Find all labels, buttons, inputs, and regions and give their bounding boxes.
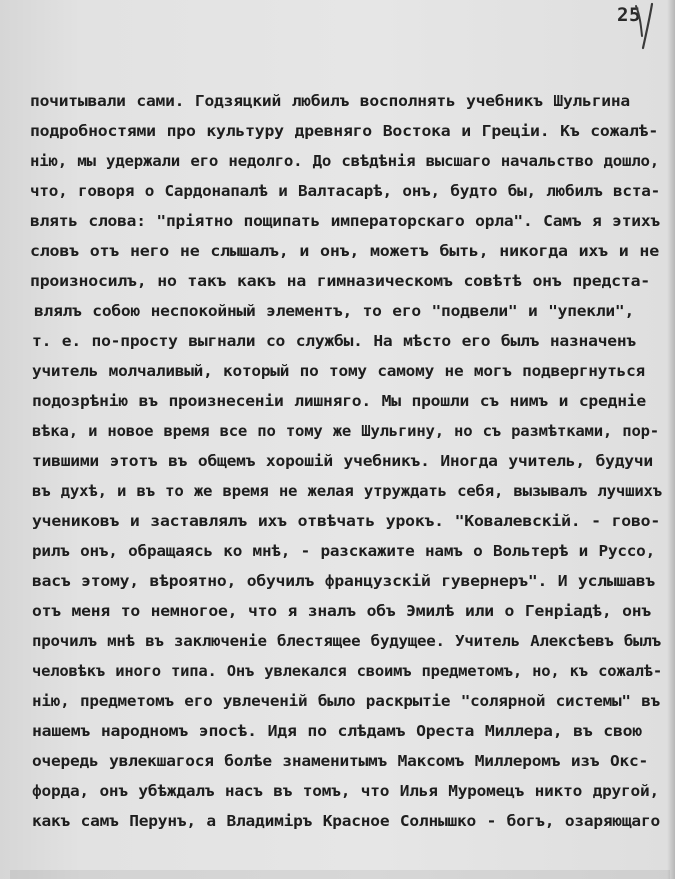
text-line: человѣкъ иного типа. Онъ увлекался своимъ предметомъ, но, къ сожалѣ- (32, 662, 662, 680)
text-line: нію, предметомъ его увлеченій было раскрытіе "солярной системы" въ (32, 692, 660, 710)
text-line: нію, мы удержали его недолго. До свѣдѣнія высшаго начальство дошло, (30, 152, 659, 170)
text-line: очередь увлекшагося болѣе знаменитымъ Максомъ Миллеромъ изъ Окс- (32, 752, 648, 770)
text-line: какъ самъ Перунъ, а Владиміръ Красное Солнышко - богъ, озаряющаго (32, 812, 660, 830)
text-line: подозрѣнію въ произнесеніи лишняго. Мы прошли съ нимъ и средніе (32, 392, 646, 410)
text-line: отъ меня то немногое, что я зналъ объ Эмилѣ или о Генріадѣ, онъ (32, 602, 651, 620)
text-line: т. е. по-просту выгнали со службы. На мѣсто его былъ назначенъ (32, 332, 637, 350)
text-line: что, говоря о Сардонапалѣ и Валтасарѣ, онъ, будто бы, любилъ вста- (30, 182, 660, 200)
handwritten-mark-icon (632, 2, 658, 52)
text-line: тившими этотъ въ общемъ хорошій учебникъ. Иногда учитель, будучи (32, 452, 653, 470)
scan-shadow (10, 870, 670, 879)
text-line: влять слова: "пріятно пощипать императорскаго орла". Самъ я этихъ (30, 212, 660, 230)
text-line: васъ этому, вѣроятно, обучилъ французскій гувернеръ". И услышавъ (32, 572, 655, 590)
text-line: подробностями про культуру древняго Востока и Греціи. Къ сожалѣ- (30, 122, 658, 140)
text-line: вѣка, и новое время все по тому же Шульгину, но съ размѣтками, пор- (32, 422, 659, 440)
text-line: влялъ собою неспокойный элементъ, то его "подвели" и "упекли", (34, 302, 634, 320)
text-line: рилъ онъ, обращаясь ко мнѣ, - разскажите намъ о Вольтерѣ и Руссо, (32, 542, 655, 560)
text-line: въ духѣ, и въ то же время не желая утруждать себя, вызывалъ лучшихъ (32, 482, 662, 500)
page-number: 25 (617, 4, 641, 26)
text-line: словъ отъ него не слышалъ, и онъ, можетъ быть, никогда ихъ и не (30, 242, 659, 260)
text-line: форда, онъ убѣждалъ насъ въ томъ, что Илья Муромецъ никто другой, (32, 782, 659, 800)
text-line: учитель молчаливый, который по тому самому не могъ подвергнуться (32, 362, 645, 380)
text-line: почитывали сами. Годзяцкий любилъ восполнять учебникъ Шульгина (30, 92, 630, 110)
text-line: учениковъ и заставлялъ ихъ отвѣчать урокъ. "Ковалевскій. - гово- (32, 512, 660, 530)
text-line: прочилъ мнѣ въ заключеніе блестящее будущее. Учитель Алексѣевъ былъ (32, 632, 661, 650)
text-line: нашемъ народномъ эпосѣ. Идя по слѣдамъ Ореста Миллера, въ свою (32, 722, 642, 740)
text-line: произносилъ, но такъ какъ на гимназическомъ совѣтѣ онъ предста- (30, 272, 650, 290)
